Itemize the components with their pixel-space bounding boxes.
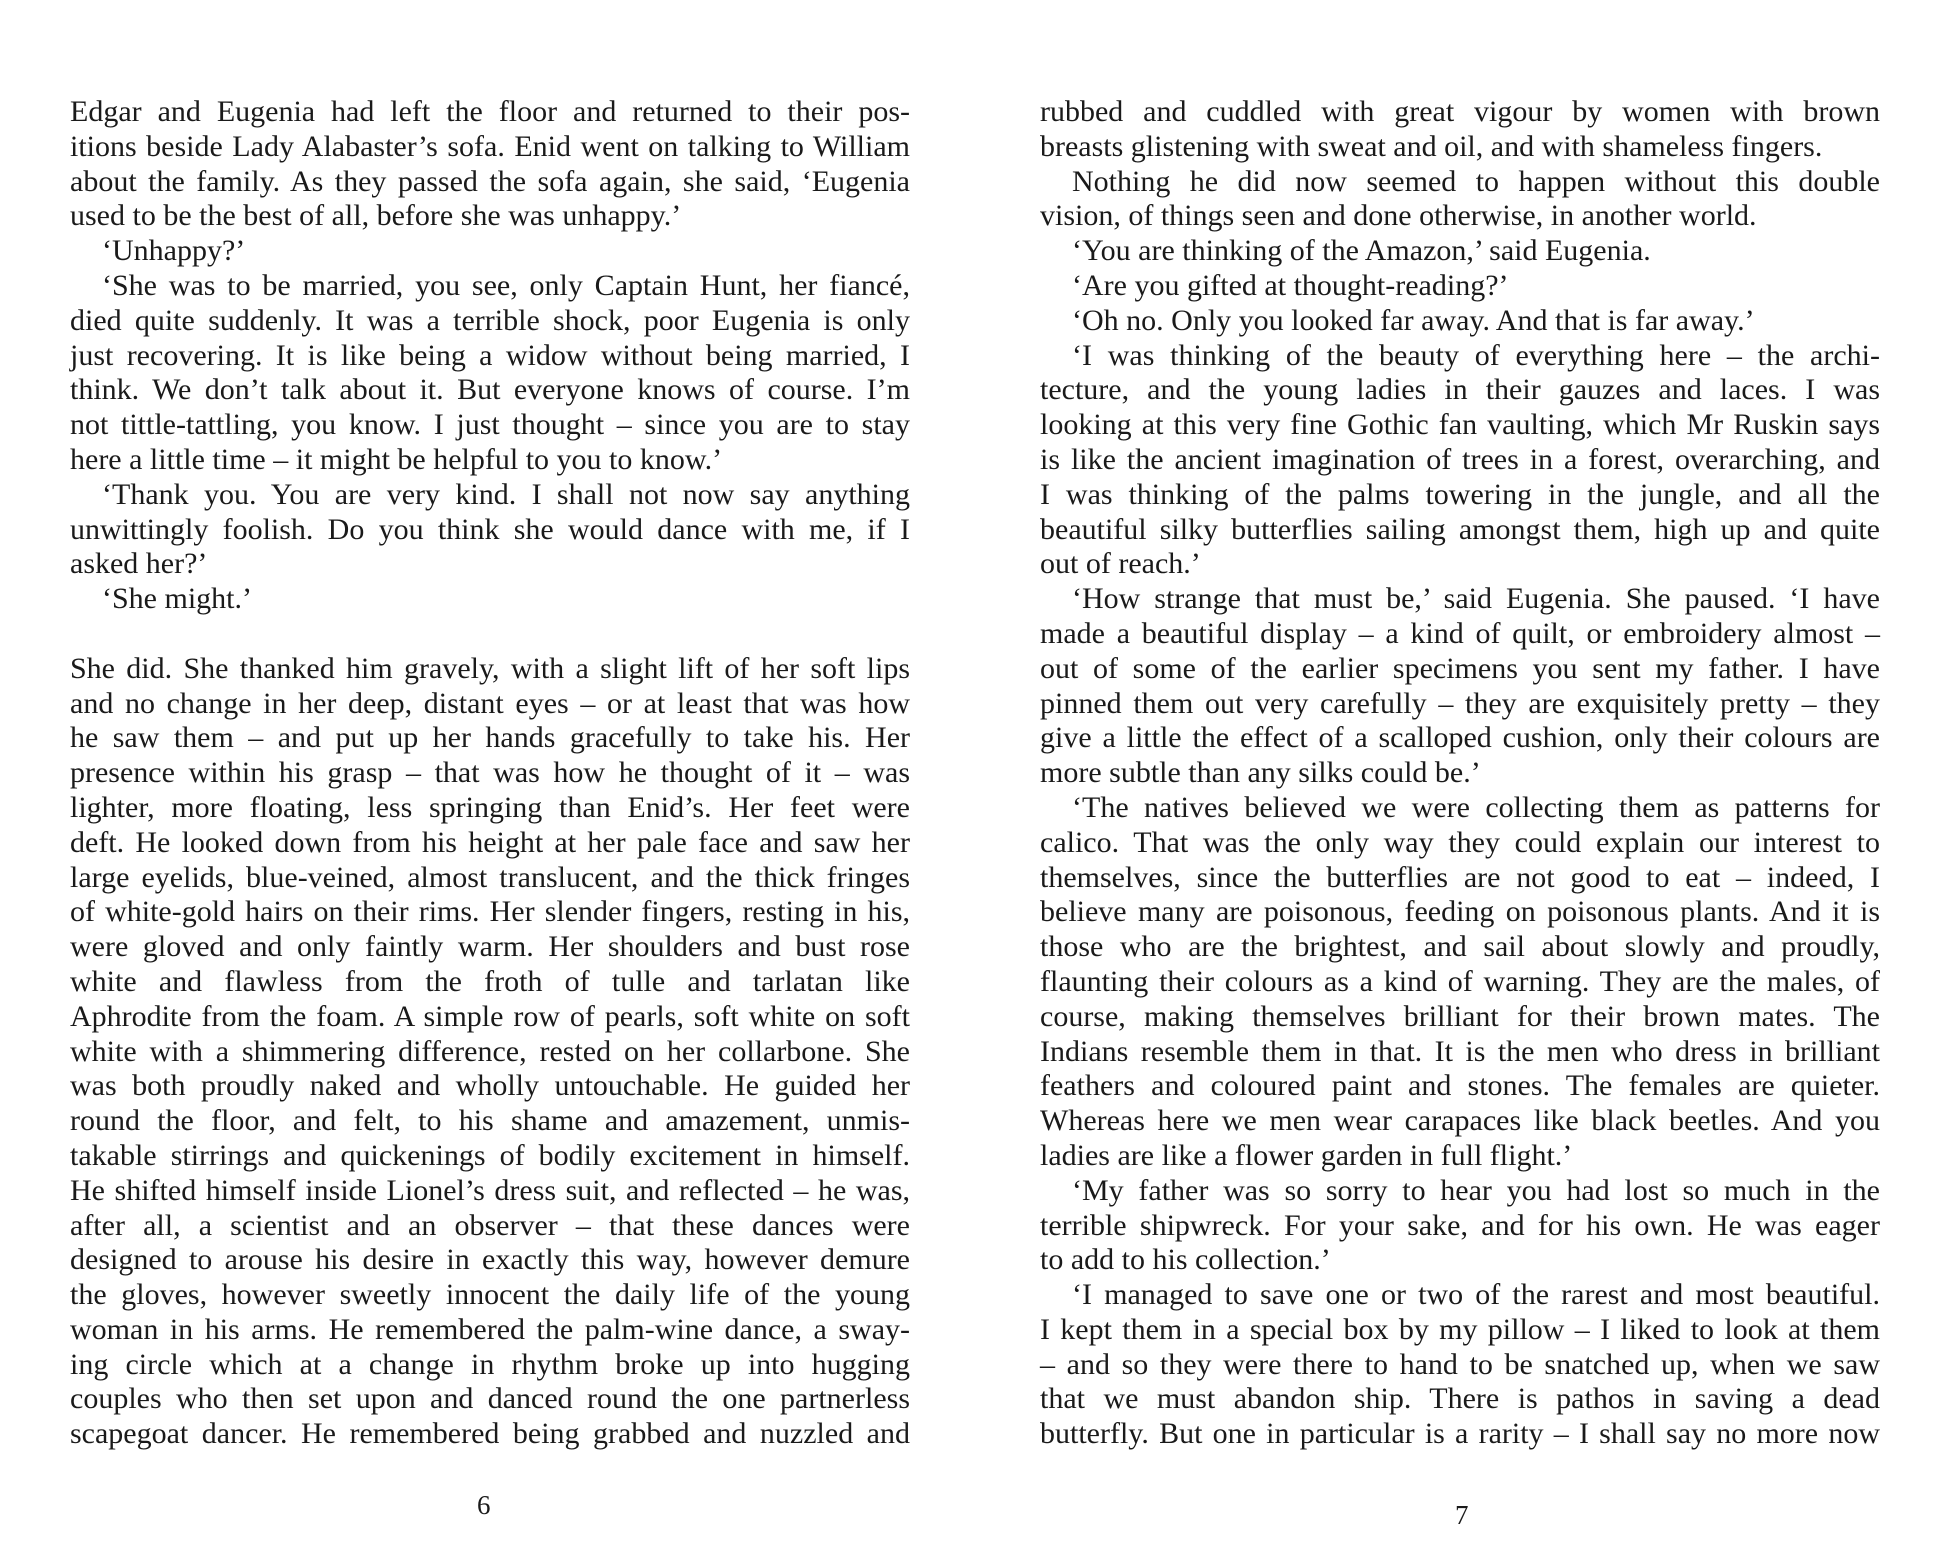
- text-line: course, making themselves brilliant for their brown mates. The: [1040, 999, 1880, 1033]
- text-line: believe many are poisonous, feeding on poisonous plants. And it is: [1040, 895, 1880, 929]
- text-line: pinned them out very carefully – they are exquisitely pretty – they: [1040, 686, 1880, 720]
- text-line: were gloved and only faintly warm. Her shoulders and bust rose: [70, 930, 910, 964]
- text-line: Edgar and Eugenia had left the floor and returned to their pos-: [70, 95, 910, 128]
- text-line: ‘Are you gifted at thought-reading?’: [1072, 268, 1509, 302]
- text-line: to add to his collection.’: [1040, 1243, 1331, 1277]
- text-line: is like the ancient imagination of trees in a forest, overarching, and: [1040, 442, 1880, 476]
- text-line: white and flawless from the froth of tulle and tarlatan like: [70, 964, 910, 998]
- text-line: ‘I was thinking of the beauty of everything here – the archi-: [1072, 338, 1880, 372]
- text-line: ‘I managed to save one or two of the rarest and most beautiful.: [1072, 1278, 1880, 1312]
- text-line: I was thinking of the palms towering in the jungle, and all the: [1040, 477, 1880, 511]
- text-line: terrible shipwreck. For your sake, and for his own. He was eager: [1040, 1208, 1880, 1242]
- text-line: more subtle than any silks could be.’: [1040, 756, 1481, 790]
- text-line: He shifted himself inside Lionel’s dress suit, and reflected – he was,: [70, 1173, 910, 1207]
- text-line: out of some of the earlier specimens you sent my father. I have: [1040, 651, 1880, 685]
- text-line: here a little time – it might be helpful to you to know.’: [70, 442, 723, 476]
- text-line: ‘She was to be married, you see, only Captain Hunt, her fiancé,: [102, 268, 910, 302]
- text-line: was both proudly naked and wholly untouchable. He guided her: [70, 1069, 910, 1103]
- text-line: round the floor, and felt, to his shame and amazement, unmis-: [70, 1104, 910, 1138]
- text-line: that we must abandon ship. There is pathos in saving a dead: [1040, 1382, 1880, 1416]
- text-line: couples who then set upon and danced round the one partnerless: [70, 1382, 910, 1416]
- text-line: not tittle-tattling, you know. I just thought – since you are to stay: [70, 408, 910, 442]
- text-line: made a beautiful display – a kind of quilt, or embroidery almost –: [1040, 616, 1880, 650]
- text-line: breasts glistening with sweat and oil, and with shameless fingers.: [1040, 129, 1823, 163]
- text-line: unwittingly foolish. Do you think she would dance with me, if I: [70, 512, 910, 546]
- text-line: scapegoat dancer. He remembered being grabbed and nuzzled and: [70, 1417, 910, 1451]
- text-line: and no change in her deep, distant eyes – or at least that was how: [70, 686, 910, 720]
- page-number-right: 7: [1455, 1500, 1469, 1530]
- text-line: think. We don’t talk about it. But everyone knows of course. I’m: [70, 373, 910, 407]
- text-line: designed to arouse his desire in exactly this way, however demure: [70, 1243, 910, 1277]
- text-line: he saw them – and put up her hands gracefully to take his. Her: [70, 721, 910, 755]
- text-line: ladies are like a flower garden in full flight.’: [1040, 1138, 1573, 1172]
- text-line: flaunting their colours as a kind of warning. They are the males, of: [1040, 964, 1880, 998]
- text-line: tecture, and the young ladies in their gauzes and laces. I was: [1040, 373, 1880, 407]
- text-line: just recovering. It is like being a widow without being married, I: [70, 338, 910, 372]
- text-line: rubbed and cuddled with great vigour by women with brown: [1040, 95, 1880, 128]
- text-line: ‘My father was so sorry to hear you had lost so much in the: [1072, 1173, 1880, 1207]
- text-line: the gloves, however sweetly innocent the daily life of the young: [70, 1278, 910, 1312]
- text-line: ‘She might.’: [102, 582, 252, 616]
- text-line: butterfly. But one in particular is a rarity – I shall say no more now: [1040, 1417, 1880, 1451]
- text-line: themselves, since the butterflies are not good to eat – indeed, I: [1040, 860, 1880, 894]
- text-line: ‘Unhappy?’: [102, 234, 246, 268]
- text-line: woman in his arms. He remembered the palm-wine dance, a sway-: [70, 1312, 910, 1346]
- text-line: ‘The natives believed we were collecting them as patterns for: [1072, 790, 1880, 824]
- text-line: beautiful silky butterflies sailing amongst them, high up and quite: [1040, 512, 1880, 546]
- text-line: of white-gold hairs on their rims. Her slender fingers, resting in his,: [70, 895, 910, 929]
- text-line: Whereas here we men wear carapaces like black beetles. And you: [1040, 1104, 1880, 1138]
- right-page-text: [1040, 95, 1880, 1452]
- text-line: white with a shimmering difference, rested on her collarbone. She: [70, 1034, 910, 1068]
- text-line: ‘How strange that must be,’ said Eugenia. She paused. ‘I have: [1072, 582, 1880, 616]
- text-line: Indians resemble them in that. It is the men who dress in brilliant: [1040, 1034, 1880, 1068]
- text-line: ‘You are thinking of the Amazon,’ said Eugenia.: [1072, 234, 1651, 268]
- text-line: about the family. As they passed the sofa again, she said, ‘Eugenia: [70, 164, 910, 198]
- text-line: give a little the effect of a scalloped cushion, only their colours are: [1040, 721, 1880, 755]
- text-line: presence within his grasp – that was how he thought of it – was: [70, 756, 910, 790]
- text-line: itions beside Lady Alabaster’s sofa. Enid went on talking to William: [70, 129, 910, 163]
- text-line: Aphrodite from the foam. A simple row of pearls, soft white on soft: [70, 999, 910, 1033]
- text-line: She did. She thanked him gravely, with a slight lift of her soft lips: [70, 651, 910, 685]
- text-line: after all, a scientist and an observer – that these dances were: [70, 1208, 910, 1242]
- page-number-left: 6: [477, 1490, 491, 1520]
- text-line: Nothing he did now seemed to happen without this double: [1072, 164, 1880, 198]
- text-line: I kept them in a special box by my pillow – I liked to look at them: [1040, 1312, 1880, 1346]
- text-line: used to be the best of all, before she was unhappy.’: [70, 199, 682, 233]
- text-line: lighter, more floating, less springing than Enid’s. Her feet were: [70, 790, 910, 824]
- left-page-text: [70, 95, 910, 1452]
- text-line: deft. He looked down from his height at her pale face and saw her: [70, 825, 910, 859]
- section-break: [70, 617, 910, 652]
- text-line: asked her?’: [70, 547, 208, 581]
- text-line: ‘Thank you. You are very kind. I shall not now say anything: [102, 477, 910, 511]
- text-line: large eyelids, blue-veined, almost translucent, and the thick fringes: [70, 860, 910, 894]
- text-line: ing circle which at a change in rhythm broke up into hugging: [70, 1347, 910, 1381]
- text-line: calico. That was the only way they could explain our interest to: [1040, 825, 1880, 859]
- text-line: died quite suddenly. It was a terrible shock, poor Eugenia is only: [70, 303, 910, 337]
- text-line: ‘Oh no. Only you looked far away. And that is far away.’: [1072, 303, 1755, 337]
- text-line: out of reach.’: [1040, 547, 1201, 581]
- text-line: those who are the brightest, and sail about slowly and proudly,: [1040, 930, 1880, 964]
- text-line: looking at this very fine Gothic fan vaulting, which Mr Ruskin says: [1040, 408, 1880, 442]
- text-line: – and so they were there to hand to be snatched up, when we saw: [1040, 1347, 1880, 1381]
- text-line: feathers and coloured paint and stones. The females are quieter.: [1040, 1069, 1880, 1103]
- text-line: vision, of things seen and done otherwise, in another world.: [1040, 199, 1757, 233]
- text-line: takable stirrings and quickenings of bodily excitement in himself.: [70, 1138, 910, 1172]
